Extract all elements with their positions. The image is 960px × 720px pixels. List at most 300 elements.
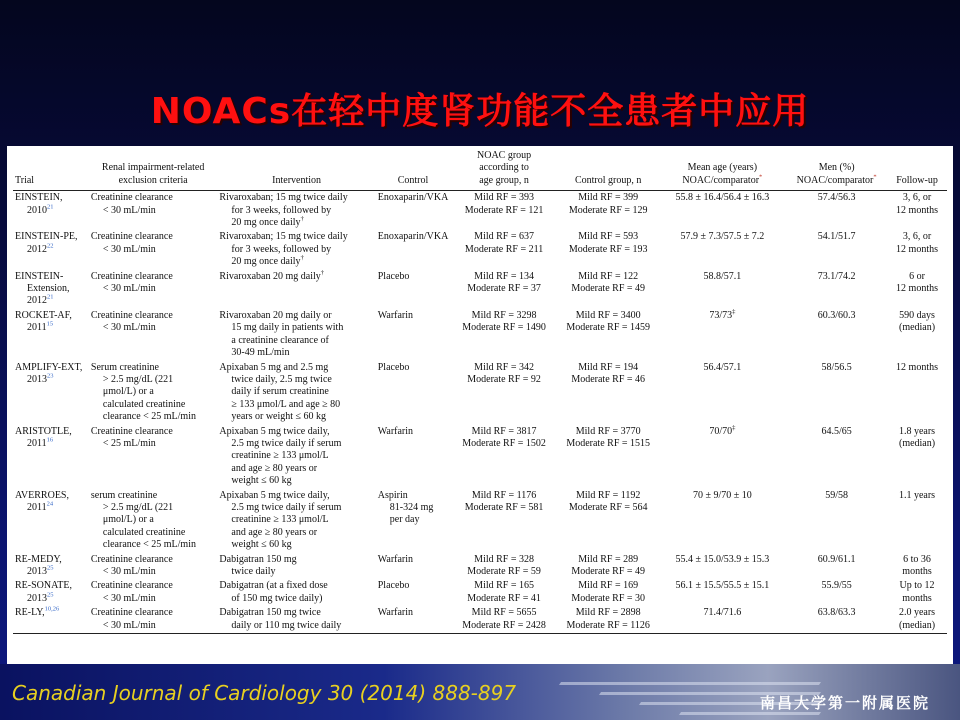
- intervention-text: Dabigatran 150 mg: [219, 553, 297, 565]
- cell-line: [219, 411, 373, 423]
- cell-line: Placebo: [377, 580, 410, 592]
- cell-trial: [13, 230, 89, 269]
- reference-link[interactable]: 25: [47, 591, 54, 599]
- intervention-text: Apixaban 5 mg and 2.5 mg: [219, 361, 329, 373]
- cell-line: 590 days: [899, 309, 935, 321]
- cell-line: [219, 566, 373, 578]
- cell-line: Moderate RF = 30: [571, 592, 646, 604]
- cell-line: [219, 386, 373, 398]
- intervention-text: daily if serum creatinine: [231, 386, 329, 398]
- cell-control: [376, 309, 451, 361]
- cell-line: Moderate RF = 41: [467, 592, 541, 604]
- cell-line: Moderate RF = 121: [464, 204, 544, 216]
- cell-control: [376, 230, 451, 269]
- cell-line: per day: [389, 514, 420, 526]
- cell-line: < 30 mL/min: [102, 204, 156, 216]
- cell-line: Mild RF = 5655: [471, 607, 537, 619]
- intervention-text: for 3 weeks, followed by: [231, 243, 332, 255]
- men-value: 73.1/74.2: [817, 270, 856, 282]
- intervention-text: creatinine ≥ 133 μmol/L: [231, 450, 329, 462]
- cell-line: Moderate RF = 1126: [566, 619, 650, 631]
- cell-line: Creatinine clearance: [90, 231, 173, 243]
- slide-title: NOACs在轻中度肾功能不全患者中应用: [150, 91, 810, 132]
- cell-line: [219, 322, 373, 334]
- cell-control-group: [558, 191, 659, 231]
- reference-link[interactable]: 10,26: [44, 605, 60, 613]
- cell-line: [219, 426, 373, 438]
- cell-line: > 2.5 mg/dL (221: [102, 373, 174, 385]
- cell-renal-criteria: [89, 230, 218, 269]
- header-trial: Trial: [13, 150, 89, 191]
- cell-line: Creatinine clearance: [90, 580, 173, 592]
- cell-trial: [13, 361, 89, 425]
- cell-follow-up: [887, 606, 947, 633]
- age-value: 56.1 ± 15.5/55.5 ± 15.1: [675, 580, 770, 592]
- cell-renal-criteria: [89, 489, 218, 553]
- trial-name: ROCKET-AF,: [15, 309, 72, 321]
- cell-line: [15, 607, 87, 619]
- cell-line: [15, 322, 87, 334]
- cell-line: [15, 438, 87, 450]
- intervention-text: weight ≤ 60 kg: [231, 475, 292, 487]
- cell-control: [376, 425, 451, 489]
- footnote-mark: †: [300, 254, 304, 262]
- cell-line: [219, 438, 373, 450]
- cell-mean-age: [658, 270, 786, 309]
- cell-line: Mild RF = 1192: [575, 489, 641, 501]
- cell-line: [219, 217, 373, 229]
- cell-line: (median): [898, 619, 936, 631]
- cell-line: Mild RF = 3817: [471, 425, 537, 437]
- cell-line: < 30 mL/min: [102, 619, 156, 631]
- reference-link[interactable]: 24: [46, 500, 54, 508]
- intervention-text: Rivaroxaban; 15 mg twice daily: [219, 231, 348, 243]
- cell-control: [376, 270, 451, 309]
- cell-men: [786, 606, 887, 633]
- cell-line: [219, 192, 373, 204]
- header-control-group: Control group, n: [558, 150, 659, 191]
- cell-line: [219, 607, 373, 619]
- intervention-text: 20 mg once daily: [231, 217, 301, 229]
- cell-line: [15, 502, 87, 514]
- cell-line: 81-324 mg: [389, 501, 434, 513]
- men-value: 64.5/65: [821, 425, 852, 437]
- cell-control-group: [558, 579, 659, 606]
- cell-line: clearance < 25 mL/min: [102, 539, 196, 551]
- intervention-text: a creatinine clearance of: [231, 334, 329, 346]
- cell-intervention: [217, 191, 375, 231]
- table-panel: [7, 146, 953, 664]
- cell-line: [219, 527, 373, 539]
- cell-line: Mild RF = 399: [578, 192, 639, 204]
- cell-line: Moderate RF = 92: [467, 373, 541, 385]
- cell-line: Moderate RF = 211: [464, 243, 544, 255]
- cell-mean-age: [658, 425, 786, 489]
- cell-intervention: [217, 553, 375, 580]
- men-value: 54.1/51.7: [817, 231, 856, 243]
- trial-name: AVERROES,: [15, 489, 69, 501]
- cell-line: Mild RF = 165: [474, 580, 534, 592]
- cell-line: Warfarin: [377, 309, 414, 321]
- cell-follow-up: [887, 553, 947, 580]
- intervention-text: weight ≤ 60 kg: [231, 539, 292, 551]
- intervention-text: 20 mg once daily: [231, 256, 301, 268]
- intervention-text: Rivaroxaban; 15 mg twice daily: [219, 192, 348, 204]
- cell-line: [219, 450, 373, 462]
- cell-noac-group: [450, 579, 558, 606]
- men-value: 57.4/56.3: [817, 192, 856, 204]
- intervention-text: years or weight ≤ 60 kg: [231, 411, 327, 423]
- cell-line: < 30 mL/min: [102, 243, 156, 255]
- intervention-text: Dabigatran 150 mg twice: [219, 607, 321, 619]
- cell-noac-group: [450, 191, 558, 231]
- cell-renal-criteria: [89, 425, 218, 489]
- cell-line: Serum creatinine: [90, 361, 159, 373]
- cell-line: [219, 362, 373, 374]
- cell-renal-criteria: [89, 361, 218, 425]
- trial-name: EINSTEIN-: [15, 270, 64, 282]
- cell-line: μmol/L) or a: [102, 514, 154, 526]
- cell-line: [219, 554, 373, 566]
- cell-line: Creatinine clearance: [90, 425, 173, 437]
- cell-line: calculated creatinine: [102, 398, 186, 410]
- cell-line: Aspirin: [377, 489, 408, 501]
- cell-line: Enoxaparin/VKA: [377, 192, 449, 204]
- cell-renal-criteria: [89, 270, 218, 309]
- trial-name: 2011: [27, 437, 47, 449]
- men-value: 55.9/55: [821, 580, 852, 592]
- trial-name: 2013: [27, 373, 47, 385]
- cell-noac-group: [450, 230, 558, 269]
- cell-line: Creatinine clearance: [90, 309, 173, 321]
- cell-men: [786, 230, 887, 269]
- cell-line: < 30 mL/min: [102, 283, 156, 295]
- cell-line: Mild RF = 342: [474, 361, 534, 373]
- cell-line: Moderate RF = 59: [467, 566, 541, 577]
- age-value: 71.4/71.6: [703, 607, 742, 619]
- header-follow-up: Follow-up: [887, 150, 947, 191]
- cell-men: [786, 270, 887, 309]
- cell-line: [219, 580, 373, 592]
- cell-line: Enoxaparin/VKA: [377, 231, 449, 243]
- intervention-text: Apixaban 5 mg twice daily,: [219, 489, 330, 501]
- table-body: [13, 191, 947, 634]
- cell-line: [15, 374, 87, 386]
- cell-line: [219, 514, 373, 526]
- intervention-text: twice daily: [231, 566, 276, 577]
- cell-line: Mild RF = 328: [474, 553, 534, 565]
- cell-control-group: [558, 606, 659, 633]
- cell-men: [786, 489, 887, 553]
- cell-men: [786, 309, 887, 361]
- cell-line: Warfarin: [377, 607, 414, 619]
- cell-line: [219, 620, 373, 632]
- men-value: 58/56.5: [821, 361, 852, 373]
- cell-line: 6 or: [909, 270, 925, 282]
- cell-line: Mild RF = 3770: [575, 425, 641, 437]
- cell-line: Warfarin: [377, 425, 414, 437]
- cell-renal-criteria: [89, 191, 218, 231]
- cell-line: Creatinine clearance: [90, 270, 173, 282]
- cell-line: [219, 310, 373, 322]
- footnote-mark: †: [320, 269, 325, 277]
- table-row: [13, 425, 947, 489]
- cell-men: [786, 361, 887, 425]
- cell-control-group: [558, 270, 659, 309]
- cell-control-group: [558, 425, 659, 489]
- cell-line: < 25 mL/min: [102, 437, 156, 449]
- trial-name: 2013: [27, 566, 47, 577]
- cell-line: [219, 374, 373, 386]
- cell-line: Placebo: [377, 361, 410, 373]
- cell-line: μmol/L) or a: [102, 386, 154, 398]
- header-men: Men (%) NOAC/comparator*: [786, 150, 887, 191]
- cell-line: [219, 271, 373, 283]
- cell-noac-group: [450, 489, 558, 553]
- cell-line: Mild RF = 134: [474, 270, 534, 282]
- cell-men: [786, 191, 887, 231]
- cell-line: Mild RF = 194: [578, 361, 639, 373]
- trials-table: [13, 150, 947, 634]
- cell-line: Moderate RF = 1515: [566, 437, 651, 449]
- cell-line: 1.1 years: [898, 489, 936, 501]
- cell-line: Mild RF = 637: [474, 231, 534, 243]
- cell-mean-age: [658, 553, 786, 580]
- intervention-text: Dabigatran (at a fixed dose: [219, 580, 328, 592]
- intervention-text: for 3 weeks, followed by: [231, 204, 332, 216]
- cell-trial: [13, 309, 89, 361]
- cell-line: [219, 347, 373, 359]
- cell-follow-up: [887, 309, 947, 361]
- trial-name: 2010: [27, 204, 47, 216]
- intervention-text: twice daily, 2.5 mg twice: [231, 373, 332, 385]
- cell-line: 2.0 years: [898, 607, 936, 619]
- cell-follow-up: [887, 425, 947, 489]
- cell-line: [15, 295, 87, 307]
- cell-trial: [13, 191, 89, 231]
- cell-line: 1.8 years: [898, 425, 936, 437]
- cell-line: [219, 244, 373, 256]
- cell-line: [219, 593, 373, 605]
- cell-renal-criteria: [89, 606, 218, 633]
- cell-mean-age: [658, 579, 786, 606]
- cell-line: < 30 mL/min: [102, 566, 156, 577]
- intervention-text: and age ≥ 80 years or: [231, 526, 318, 538]
- table-header-row: [13, 150, 947, 191]
- cell-trial: [13, 606, 89, 633]
- footnote-mark: ‡: [732, 424, 736, 432]
- cell-line: [219, 463, 373, 475]
- table-row: [13, 361, 947, 425]
- cell-line: clearance < 25 mL/min: [102, 411, 196, 423]
- cell-line: [219, 335, 373, 347]
- cell-follow-up: [887, 230, 947, 269]
- cell-control: [376, 489, 451, 553]
- cell-line: [219, 256, 373, 268]
- age-value: 73/73: [709, 309, 733, 321]
- cell-trial: [13, 489, 89, 553]
- cell-line: 12 months: [896, 361, 938, 373]
- age-value: 56.4/57.1: [703, 361, 742, 373]
- header-intervention: Intervention: [217, 150, 375, 191]
- cell-trial: [13, 579, 89, 606]
- cell-follow-up: [887, 361, 947, 425]
- trial-name: EINSTEIN-PE,: [15, 231, 78, 243]
- men-value: 60.9/61.1: [817, 553, 856, 565]
- citation: Canadian Journal of Cardiology 30 (2014) 888-897: [12, 681, 517, 705]
- cell-line: (median): [898, 437, 936, 449]
- trial-name: ARISTOTLE,: [15, 425, 72, 437]
- header-mean-age: Mean age (years) NOAC/comparator*: [658, 150, 786, 191]
- reference-link[interactable]: 16: [46, 436, 54, 444]
- cell-mean-age: [658, 361, 786, 425]
- intervention-text: 15 mg daily in patients with: [231, 322, 344, 334]
- men-value: 63.8/63.3: [817, 607, 856, 619]
- cell-line: Moderate RF = 1490: [462, 322, 546, 334]
- cell-mean-age: [658, 230, 786, 269]
- table-row: [13, 579, 947, 606]
- cell-line: [219, 490, 373, 502]
- cell-line: Mild RF = 169: [578, 580, 639, 592]
- cell-line: calculated creatinine: [102, 526, 186, 538]
- intervention-text: 2.5 mg twice daily if serum: [231, 437, 342, 449]
- cell-line: Mild RF = 3298: [471, 309, 537, 321]
- header-control: Control: [376, 150, 451, 191]
- intervention-text: ≥ 133 μmol/L and age ≥ 80: [231, 398, 341, 410]
- reference-link[interactable]: 23: [47, 372, 54, 380]
- intervention-text: Apixaban 5 mg twice daily,: [219, 425, 330, 437]
- cell-men: [786, 579, 887, 606]
- table-row: [13, 270, 947, 309]
- intervention-text: daily or 110 mg twice daily: [231, 619, 342, 631]
- cell-intervention: [217, 270, 375, 309]
- reference-link[interactable]: 21: [47, 203, 54, 211]
- age-value: 58.8/57.1: [703, 270, 742, 282]
- cell-line: Moderate RF = 2428: [462, 619, 546, 631]
- intervention-text: 2.5 mg twice daily if serum: [231, 501, 342, 513]
- cell-line: [15, 566, 87, 578]
- cell-noac-group: [450, 425, 558, 489]
- cell-line: Moderate RF = 1502: [462, 437, 546, 449]
- cell-control-group: [558, 489, 659, 553]
- intervention-text: and age ≥ 80 years or: [231, 462, 318, 474]
- trial-name: RE-LY,: [15, 607, 45, 619]
- cell-control: [376, 606, 451, 633]
- men-value: 59/58: [825, 489, 849, 501]
- reference-link[interactable]: 15: [46, 320, 54, 328]
- cell-line: [219, 475, 373, 487]
- cell-line: months: [902, 566, 932, 577]
- cell-intervention: [217, 309, 375, 361]
- cell-line: Moderate RF = 564: [568, 501, 648, 513]
- cell-line: Moderate RF = 1459: [566, 322, 651, 334]
- table-row: [13, 606, 947, 633]
- table-row: [13, 553, 947, 580]
- cell-line: < 30 mL/min: [102, 592, 156, 604]
- intervention-text: Rivaroxaban 20 mg daily: [219, 270, 321, 282]
- cell-line: Mild RF = 393: [474, 192, 534, 204]
- intervention-text: 30-49 mL/min: [231, 347, 290, 359]
- cell-line: [219, 231, 373, 243]
- trial-name: 2012: [27, 243, 47, 255]
- cell-men: [786, 425, 887, 489]
- trial-name: 2012: [27, 295, 47, 307]
- cell-follow-up: [887, 191, 947, 231]
- cell-line: 3, 6, or: [902, 231, 932, 243]
- table-row: [13, 309, 947, 361]
- cell-line: Mild RF = 122: [578, 270, 639, 282]
- cell-line: serum creatinine: [90, 489, 158, 501]
- cell-control-group: [558, 230, 659, 269]
- cell-line: [219, 205, 373, 217]
- cell-line: Creatinine clearance: [90, 607, 173, 619]
- cell-mean-age: [658, 606, 786, 633]
- cell-line: Placebo: [377, 270, 410, 282]
- footnote-mark: †: [300, 215, 304, 223]
- cell-line: Moderate RF = 129: [568, 204, 648, 216]
- cell-line: Moderate RF = 49: [571, 566, 646, 577]
- trial-name: 2013: [27, 592, 47, 604]
- reference-link[interactable]: 21: [47, 294, 54, 302]
- reference-link[interactable]: 22: [47, 242, 54, 250]
- cell-control: [376, 191, 451, 231]
- cell-noac-group: [450, 309, 558, 361]
- cell-mean-age: [658, 489, 786, 553]
- header-noac-group: NOAC group according to age group, n: [450, 150, 558, 191]
- cell-men: [786, 553, 887, 580]
- cell-line: Moderate RF = 37: [467, 283, 541, 295]
- age-value: 55.4 ± 15.0/53.9 ± 15.3: [675, 553, 770, 565]
- cell-intervention: [217, 425, 375, 489]
- cell-control-group: [558, 309, 659, 361]
- trial-name: Extension,: [27, 283, 70, 295]
- intervention-text: of 150 mg twice daily): [231, 592, 323, 604]
- cell-line: [15, 593, 87, 605]
- cell-line: Mild RF = 3400: [575, 309, 641, 321]
- cell-line: 12 months: [896, 204, 938, 216]
- cell-noac-group: [450, 361, 558, 425]
- trial-name: AMPLIFY-EXT,: [15, 361, 83, 373]
- cell-mean-age: [658, 309, 786, 361]
- cell-mean-age: [658, 191, 786, 231]
- cell-line: Moderate RF = 46: [571, 373, 646, 385]
- cell-control-group: [558, 361, 659, 425]
- cell-line: Moderate RF = 581: [464, 501, 544, 513]
- cell-line: > 2.5 mg/dL (221: [102, 501, 174, 513]
- trial-name: RE-SONATE,: [15, 580, 72, 592]
- table-row: [13, 489, 947, 553]
- age-value: 55.8 ± 16.4/56.4 ± 16.3: [675, 192, 770, 204]
- cell-line: [219, 502, 373, 514]
- cell-line: Creatinine clearance: [90, 553, 173, 565]
- cell-line: Creatinine clearance: [90, 192, 173, 204]
- cell-line: Moderate RF = 49: [571, 283, 646, 295]
- table-row: [13, 191, 947, 231]
- cell-line: < 30 mL/min: [102, 322, 156, 334]
- cell-line: Up to 12: [899, 580, 935, 592]
- trial-name: 2011: [27, 501, 47, 513]
- cell-line: 3, 6, or: [902, 192, 932, 204]
- reference-link[interactable]: 25: [47, 564, 54, 572]
- cell-line: months: [902, 592, 932, 604]
- age-value: 70 ± 9/70 ± 10: [692, 489, 752, 501]
- cell-trial: [13, 270, 89, 309]
- cell-control: [376, 361, 451, 425]
- cell-intervention: [217, 579, 375, 606]
- cell-renal-criteria: [89, 309, 218, 361]
- trial-name: EINSTEIN,: [15, 192, 63, 204]
- cell-trial: [13, 425, 89, 489]
